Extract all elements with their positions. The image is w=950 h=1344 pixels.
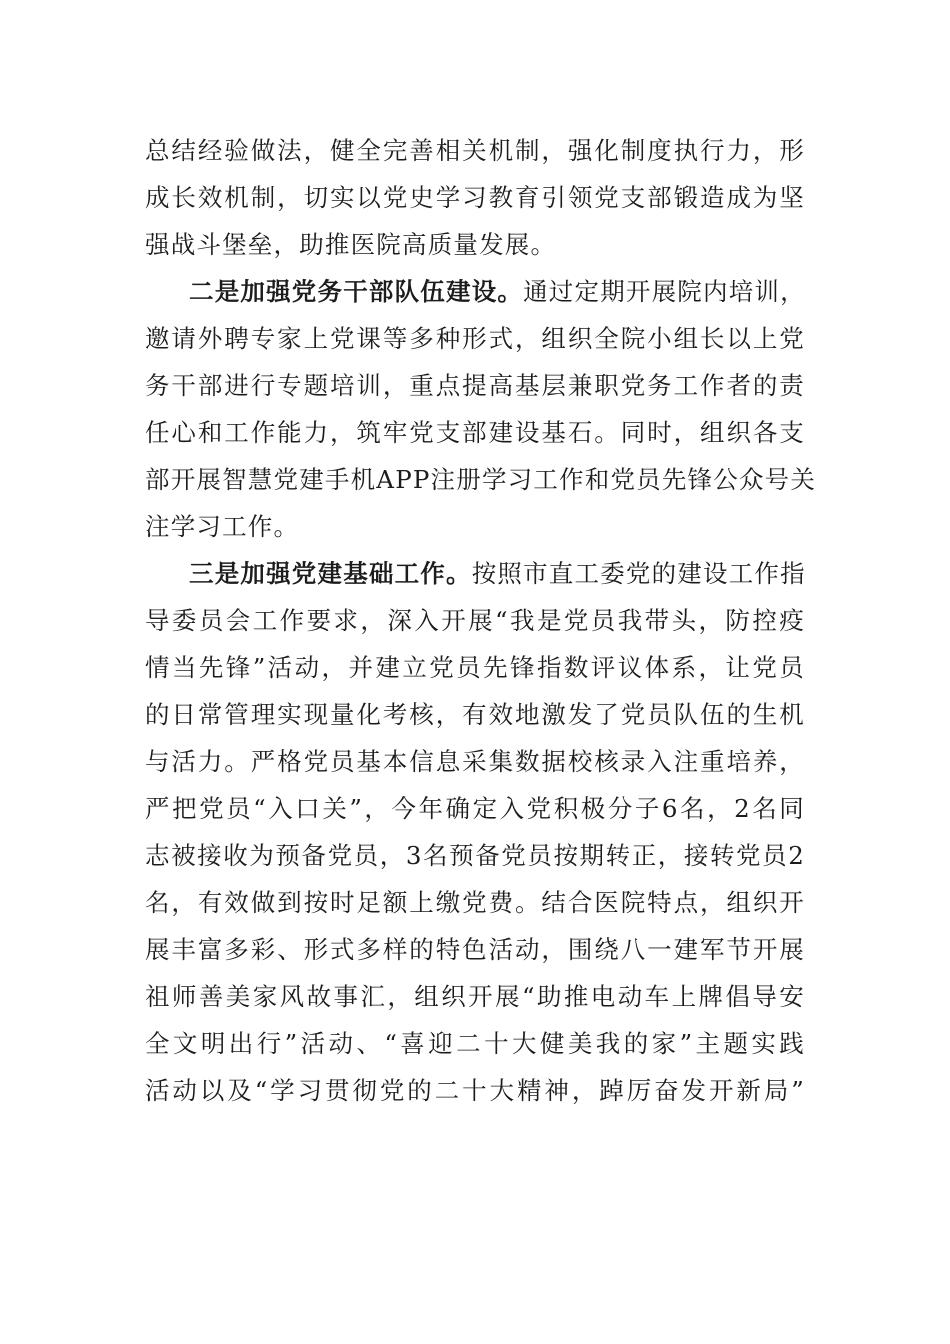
- document-body: [145, 127, 817, 1114]
- paragraph-line: 的日常管理实现量化考核，有效地激发了党员队伍的生机: [145, 700, 805, 729]
- paragraph-2: [145, 268, 817, 550]
- paragraph-line: 注学习工作。: [145, 512, 300, 541]
- paragraph-3: [145, 550, 805, 1114]
- paragraph-line: 志被接收为预备党员，3名预备党员按期转正，接转党员2: [145, 841, 805, 870]
- paragraph-line: 成长效机制，切实以党史学习教育引领党支部锻造成为坚: [145, 183, 805, 212]
- paragraph-first-line: [145, 268, 805, 315]
- paragraph-line: 任心和工作能力，筑牢党支部建设基石。同时，组织各支: [145, 418, 805, 447]
- paragraph-heading: 三是加强党建基础工作。: [189, 559, 472, 588]
- paragraph-first-line: [145, 550, 805, 597]
- paragraph-line: 务干部进行专题培训，重点提高基层兼职党务工作者的责: [145, 371, 805, 400]
- paragraph-line: 部开展智慧党建手机APP注册学习工作和党员先锋公众号关: [145, 465, 817, 494]
- paragraph-line: 总结经验做法，健全完善相关机制，强化制度执行力，形: [145, 136, 805, 165]
- paragraph-line: 全文明出行”活动、“喜迎二十大健美我的家”主题实践: [145, 1029, 805, 1058]
- paragraph-1: [145, 127, 805, 268]
- paragraph-line: 祖师善美家风故事汇，组织开展“助推电动车上牌倡导安: [145, 982, 805, 1011]
- paragraph-line: 名，有效做到按时足额上缴党费。结合医院特点，组织开: [145, 888, 805, 917]
- paragraph-text: 通过定期开展院内培训，: [523, 277, 806, 306]
- paragraph-line: 强战斗堡垒，助推医院高质量发展。: [145, 230, 557, 259]
- paragraph-line: 邀请外聘专家上党课等多种形式，组织全院小组长以上党: [145, 324, 805, 353]
- paragraph-line: 情当先锋”活动，并建立党员先锋指数评议体系，让党员: [145, 653, 805, 682]
- paragraph-line: 与活力。严格党员基本信息采集数据校核录入注重培养，: [145, 747, 805, 776]
- paragraph-heading: 二是加强党务干部队伍建设。: [189, 277, 524, 306]
- paragraph-line: 严把党员“入口关”，今年确定入党积极分子6名，2名同: [145, 794, 805, 823]
- paragraph-line: 导委员会工作要求，深入开展“我是党员我带头，防控疫: [145, 606, 805, 635]
- paragraph-line: 展丰富多彩、形式多样的特色活动，围绕八一建军节开展: [145, 935, 805, 964]
- paragraph-line: 活动以及“学习贯彻党的二十大精神，踔厉奋发开新局”: [145, 1076, 805, 1105]
- paragraph-text: 按照市直工委党的建设工作指: [471, 559, 806, 588]
